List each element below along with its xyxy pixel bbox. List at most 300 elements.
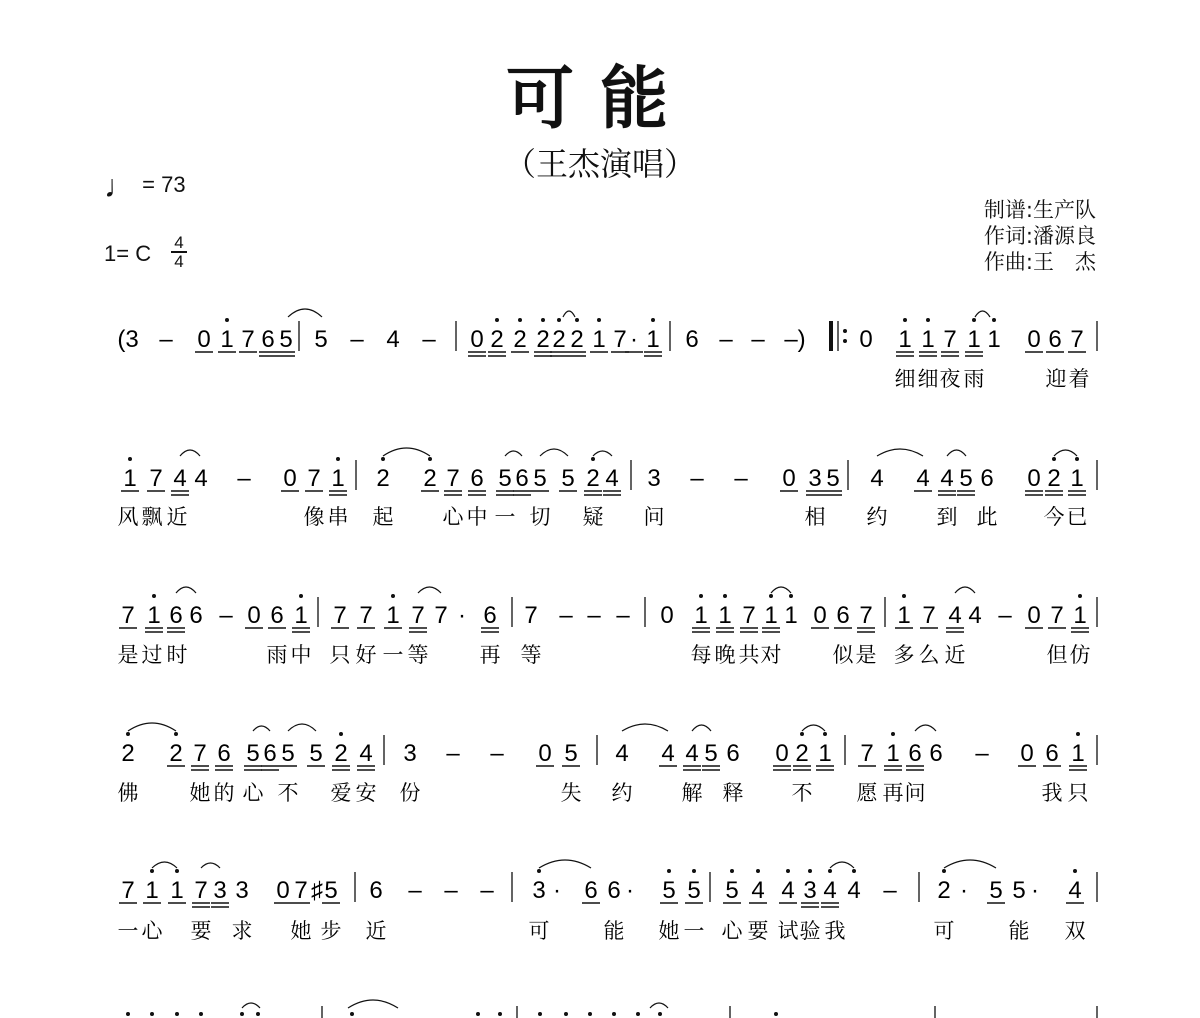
slur-tie	[242, 1003, 260, 1008]
jianpu-note: –	[690, 465, 704, 492]
jianpu-note: 1	[147, 602, 161, 629]
credit-value: 生产队	[1033, 198, 1096, 222]
jianpu-note: 0	[1027, 326, 1041, 353]
jianpu-note: –	[350, 326, 364, 353]
jianpu-note: 0	[782, 465, 796, 492]
lyric-syllable: 再	[882, 781, 904, 805]
jianpu-note: 2	[586, 465, 600, 492]
time-signature-denominator: 4	[174, 251, 184, 271]
slur-tie	[1054, 450, 1077, 456]
jianpu-note: 3	[213, 877, 227, 904]
octave-dot	[126, 1012, 130, 1016]
slur-tie	[505, 451, 522, 456]
lyric-syllable: 问	[904, 781, 926, 805]
jianpu-note: 5	[989, 877, 1003, 904]
octave-dot	[150, 869, 154, 873]
octave-dot	[199, 1012, 203, 1016]
jianpu-note: 5	[246, 740, 260, 767]
lyric-syllable: 问	[643, 505, 665, 529]
jianpu-note: 7	[241, 326, 255, 353]
octave-dot	[667, 869, 671, 873]
lyric-syllable: 过	[141, 643, 163, 667]
jianpu-note: 3	[532, 877, 546, 904]
octave-dot	[428, 457, 432, 461]
key-signature: 1= C	[104, 241, 152, 266]
jianpu-note: 0	[276, 877, 290, 904]
lyric-syllable: 疑	[582, 505, 604, 529]
octave-dot	[992, 318, 996, 322]
jianpu-note: 7	[1050, 602, 1064, 629]
octave-dot	[391, 594, 395, 598]
lyric-syllable: 晚	[714, 643, 736, 667]
slur-tie	[348, 1000, 398, 1008]
lyric-syllable: 只	[329, 643, 351, 667]
jianpu-note: 7	[524, 602, 538, 629]
jianpu-note: 2	[1047, 465, 1061, 492]
jianpu-note: 5	[1012, 877, 1026, 904]
octave-dot	[756, 869, 760, 873]
jianpu-note: 4	[386, 326, 400, 353]
jianpu-note-repeat-start: 0	[859, 326, 873, 353]
jianpu-note: 4	[605, 465, 619, 492]
jianpu-note: 6	[169, 602, 183, 629]
jianpu-note: 5	[279, 326, 293, 353]
octave-dot	[769, 594, 773, 598]
jianpu-note: –	[159, 326, 173, 353]
jianpu-note: 0	[1027, 465, 1041, 492]
jianpu-note: 1	[170, 877, 184, 904]
lyric-syllable: 释	[722, 781, 744, 805]
time-signature-numerator: 4	[174, 233, 184, 252]
octave-dot	[299, 594, 303, 598]
lyric-syllable: 起	[372, 505, 394, 529]
lyric-syllable: 着	[1068, 367, 1090, 391]
jianpu-note: 7	[194, 877, 208, 904]
jianpu-note: 4	[1068, 877, 1082, 904]
octave-dot	[597, 318, 601, 322]
octave-dot	[902, 594, 906, 598]
octave-dot	[128, 457, 132, 461]
jianpu-note: 7	[193, 740, 207, 767]
jianpu-note: 6	[1045, 740, 1059, 767]
jianpu-note: 6	[929, 740, 943, 767]
music-system	[118, 448, 1098, 529]
jianpu-note: 0	[247, 602, 261, 629]
jianpu-note: 1	[718, 602, 732, 629]
lyric-syllable: 时	[166, 643, 188, 667]
credit-value: 王 杰	[1033, 250, 1096, 274]
jianpu-note: 1	[784, 602, 798, 629]
lyric-syllable: 试	[777, 919, 799, 943]
jianpu-note: 6	[470, 465, 484, 492]
jianpu-note: 0	[660, 602, 674, 629]
jianpu-note: 1	[967, 326, 981, 353]
lyric-syllable: 不	[791, 781, 813, 805]
slur-tie	[955, 587, 975, 593]
slur-tie	[540, 449, 568, 456]
lyric-syllable: 风	[117, 505, 139, 529]
lyric-syllable: 不	[277, 781, 299, 805]
jianpu-note: 5	[281, 740, 295, 767]
jianpu-note: 5	[324, 877, 338, 904]
lyric-syllable: 近	[166, 505, 188, 529]
lyric-syllable: 心	[141, 919, 163, 943]
octave-dot	[1075, 457, 1079, 461]
octave-dot	[240, 1012, 244, 1016]
lyric-syllable: 心	[242, 781, 264, 805]
lyric-syllable: 一	[117, 919, 139, 943]
octave-dot	[225, 318, 229, 322]
octave-dot	[789, 594, 793, 598]
jianpu-note: 6	[584, 877, 598, 904]
jianpu-note: 5	[561, 465, 575, 492]
octave-dot	[723, 594, 727, 598]
jianpu-note: –	[975, 740, 989, 767]
octave-dot	[612, 1012, 616, 1016]
lyric-syllable: 近	[365, 919, 387, 943]
jianpu-note: 6	[483, 602, 497, 629]
jianpu-note: ·	[458, 602, 466, 629]
octave-dot	[699, 594, 703, 598]
jianpu-note: –	[883, 877, 897, 904]
credit-label: 作词:	[983, 224, 1033, 248]
jianpu-note: –	[998, 602, 1012, 629]
song-subtitle: （王杰演唱）	[503, 145, 696, 183]
slur-tie	[152, 862, 177, 868]
jianpu-note: 4	[661, 740, 675, 767]
slur-tie	[975, 311, 990, 317]
lyric-syllable: 切	[529, 505, 551, 529]
octave-dot	[336, 457, 340, 461]
jianpu-note: 7	[859, 602, 873, 629]
lyric-syllable: 我	[1041, 781, 1063, 805]
jianpu-note: 4	[685, 740, 699, 767]
octave-dot	[786, 869, 790, 873]
jianpu-note: 2	[490, 326, 504, 353]
slur-tie	[947, 450, 966, 456]
lyric-syllable: 么	[918, 643, 940, 667]
jianpu-note: 6	[369, 877, 383, 904]
jianpu-note: 7	[742, 602, 756, 629]
octave-dot	[942, 869, 946, 873]
octave-dot	[498, 1012, 502, 1016]
lyric-syllable: 份	[399, 781, 421, 805]
jianpu-note: 5	[314, 326, 328, 353]
jianpu-note: 7	[922, 602, 936, 629]
jianpu-note: 5	[959, 465, 973, 492]
lyric-syllable: 解	[681, 781, 703, 805]
lyric-syllable: 的	[213, 781, 235, 805]
jianpu-note: –	[719, 326, 733, 353]
octave-dot	[518, 318, 522, 322]
lyric-syllable: 等	[520, 643, 542, 667]
jianpu-note: 6	[270, 602, 284, 629]
lyric-syllable: 愿	[856, 781, 878, 805]
jianpu-note: 7	[359, 602, 373, 629]
lyric-syllable: 此	[976, 505, 998, 529]
slur-tie	[915, 725, 936, 731]
slur-tie	[830, 862, 854, 868]
lyric-syllable: 验	[799, 919, 821, 943]
octave-dot	[1076, 732, 1080, 736]
lyric-syllable: 仿	[1069, 643, 1091, 667]
jianpu-note: 4	[781, 877, 795, 904]
jianpu-note: 2	[513, 326, 527, 353]
jianpu-note: 3	[808, 465, 822, 492]
octave-dot	[256, 1012, 260, 1016]
jianpu-note: 0	[813, 602, 827, 629]
lyric-syllable: 我	[824, 919, 846, 943]
jianpu-note: –	[444, 877, 458, 904]
lyric-syllable: 雨	[266, 643, 288, 667]
octave-dot	[972, 318, 976, 322]
octave-dot	[903, 318, 907, 322]
jianpu-note: 4	[948, 602, 962, 629]
slur-tie	[201, 863, 220, 868]
jianpu-note: 0	[470, 326, 484, 353]
jianpu-note: 5	[533, 465, 547, 492]
slur-tie	[383, 448, 430, 456]
slur-tie	[539, 860, 591, 868]
jianpu-note: 0	[775, 740, 789, 767]
octave-dot	[541, 318, 545, 322]
jianpu-note: 4	[359, 740, 373, 767]
jianpu-note: 5	[662, 877, 676, 904]
octave-dot	[575, 318, 579, 322]
jianpu-note: –	[559, 602, 573, 629]
lyric-syllable: 能	[603, 919, 625, 943]
jianpu-note: 7	[943, 326, 957, 353]
slur-tie	[288, 309, 322, 317]
lyric-syllable: 串	[327, 505, 349, 529]
jianpu-note: 7	[860, 740, 874, 767]
credit-label: 制谱:	[983, 198, 1033, 222]
lyric-syllable: 雨	[963, 367, 985, 391]
lyric-syllable: 中	[290, 643, 312, 667]
jianpu-note: 1	[1073, 602, 1087, 629]
jianpu-note: 7	[1070, 326, 1084, 353]
jianpu-note: 1	[331, 465, 345, 492]
jianpu-note: –	[480, 877, 494, 904]
jianpu-note: 6	[189, 602, 203, 629]
jianpu-note: 4	[916, 465, 930, 492]
jianpu-note: 1	[921, 326, 935, 353]
jianpu-note: 2	[937, 877, 951, 904]
octave-dot	[538, 1012, 542, 1016]
jianpu-note: ·	[960, 877, 968, 904]
lyric-syllable: 夜	[939, 367, 961, 391]
lyric-syllable: 她	[189, 781, 211, 805]
repeat-dot	[843, 339, 847, 343]
jianpu-note: 2	[121, 740, 135, 767]
credit-label: 作曲:	[983, 250, 1033, 274]
slur-tie	[771, 587, 791, 593]
octave-dot	[557, 318, 561, 322]
octave-dot	[591, 457, 595, 461]
jianpu-note: 1	[646, 326, 660, 353]
lyric-syllable: 到	[936, 505, 958, 529]
lyric-syllable: 每	[690, 643, 712, 667]
octave-dot	[588, 1012, 592, 1016]
quarter-note-icon: ♩	[104, 168, 136, 204]
octave-dot	[891, 732, 895, 736]
jianpu-note: –	[237, 465, 251, 492]
lyric-syllable: 一	[382, 643, 404, 667]
lyric-syllable: 细	[917, 367, 939, 391]
octave-dot	[692, 869, 696, 873]
jianpu-note: 1	[897, 602, 911, 629]
lyric-syllable: 能	[1008, 919, 1030, 943]
lyric-syllable: 对	[760, 643, 782, 667]
jianpu-note: 4	[823, 877, 837, 904]
lyric-syllable: 佛	[117, 781, 139, 805]
octave-dot	[658, 1012, 662, 1016]
jianpu-note: 6	[685, 326, 699, 353]
jianpu-note: –	[408, 877, 422, 904]
jianpu-note: 4	[870, 465, 884, 492]
slur-tie	[418, 587, 441, 593]
slur-tie	[128, 723, 176, 731]
slur-tie	[593, 451, 612, 456]
octave-dot	[339, 732, 343, 736]
jianpu-note: 2	[334, 740, 348, 767]
lyric-syllable: 一	[683, 919, 705, 943]
octave-dot	[564, 1012, 568, 1016]
octave-dot	[808, 869, 812, 873]
jianpu-note: 5	[498, 465, 512, 492]
octave-dot	[495, 318, 499, 322]
octave-dot	[828, 869, 832, 873]
jianpu-note: 7	[121, 877, 135, 904]
jianpu-note: 4	[194, 465, 208, 492]
lyric-syllable: 近	[944, 643, 966, 667]
jianpu-note: 5	[725, 877, 739, 904]
slur-tie	[180, 450, 200, 456]
octave-dot	[1052, 457, 1056, 461]
jianpu-note: 7	[333, 602, 347, 629]
jianpu-note: 2	[536, 326, 550, 353]
octave-dot	[175, 869, 179, 873]
lyric-syllable: 她	[658, 919, 680, 943]
octave-dot	[476, 1012, 480, 1016]
jianpu-note: –	[490, 740, 504, 767]
jianpu-note: 1	[1070, 465, 1084, 492]
lyric-syllable: 似	[832, 643, 854, 667]
lyric-syllable: 双	[1064, 919, 1086, 943]
jianpu-note: 5	[704, 740, 718, 767]
octave-dot	[381, 457, 385, 461]
jianpu-note: 6	[980, 465, 994, 492]
lyric-syllable: 但	[1046, 643, 1068, 667]
slur-tie	[622, 724, 668, 731]
jianpu-note: 5	[826, 465, 840, 492]
lyric-syllable: 心	[442, 505, 464, 529]
jianpu-note: 7	[411, 602, 425, 629]
octave-dot	[126, 732, 130, 736]
octave-dot	[636, 1012, 640, 1016]
octave-dot	[150, 1012, 154, 1016]
jianpu-note: 3	[235, 877, 249, 904]
lyric-syllable: 可	[528, 919, 550, 943]
jianpu-note: 1	[294, 602, 308, 629]
jianpu-note: –	[219, 602, 233, 629]
slur-tie	[176, 587, 196, 593]
jianpu-note: 2	[423, 465, 437, 492]
lyric-syllable: 飘	[141, 505, 163, 529]
lyric-syllable: 她	[290, 919, 312, 943]
jianpu-note: 2	[795, 740, 809, 767]
lyric-syllable: 多	[893, 643, 915, 667]
jianpu-note: 6	[217, 740, 231, 767]
octave-dot	[1073, 869, 1077, 873]
music-system	[118, 587, 1098, 667]
lyric-syllable: 好	[355, 643, 377, 667]
lyric-syllable: 迎	[1045, 367, 1067, 391]
jianpu-note: –	[616, 602, 630, 629]
lyric-syllable: 安	[355, 781, 377, 805]
jianpu-note: ·	[1031, 877, 1039, 904]
jianpu-note: 4	[615, 740, 629, 767]
lyric-syllable: 等	[407, 643, 429, 667]
lyric-syllable: 步	[320, 919, 342, 943]
jianpu-note: 4	[751, 877, 765, 904]
octave-dot	[175, 1012, 179, 1016]
octave-dot	[651, 318, 655, 322]
lyric-syllable: 求	[231, 919, 253, 943]
jianpu-note: 7	[149, 465, 163, 492]
jianpu-note: –	[446, 740, 460, 767]
jianpu-note: 1	[592, 326, 606, 353]
jianpu-note: 7	[613, 326, 627, 353]
lyric-syllable: 约	[611, 781, 633, 805]
jianpu-note: 1	[987, 326, 1001, 353]
lyric-syllable: 再	[479, 643, 501, 667]
slur-tie	[288, 724, 316, 731]
lyric-syllable: 爱	[330, 781, 352, 805]
jianpu-note: 2	[376, 465, 390, 492]
jianpu-note: 1	[123, 465, 137, 492]
lyric-syllable: 要	[747, 919, 769, 943]
jianpu-note: 0	[1027, 602, 1041, 629]
jianpu-note: –	[422, 326, 436, 353]
jianpu-note: 0	[538, 740, 552, 767]
jianpu-note: 6	[1048, 326, 1062, 353]
jianpu-note: –)	[784, 326, 806, 353]
jianpu-note: 0	[1020, 740, 1034, 767]
jianpu-note: 1	[1071, 740, 1085, 767]
jianpu-note: 6	[515, 465, 529, 492]
lyric-syllable: 相	[804, 505, 826, 529]
lyric-syllable: 只	[1067, 781, 1089, 805]
lyric-syllable: 像	[303, 505, 325, 529]
octave-dot	[852, 869, 856, 873]
jianpu-note: 6	[261, 326, 275, 353]
lyric-syllable: 是	[117, 643, 139, 667]
jianpu-note: 1	[764, 602, 778, 629]
lyric-syllable: 可	[933, 919, 955, 943]
octave-dot	[926, 318, 930, 322]
lyric-syllable: 心	[721, 919, 743, 943]
slur-tie	[650, 1003, 668, 1008]
cut-off-system	[126, 1000, 1097, 1018]
jianpu-note: –	[587, 602, 601, 629]
jianpu-note: ·	[630, 326, 638, 353]
jianpu-note: 2	[570, 326, 584, 353]
octave-dot	[537, 869, 541, 873]
octave-dot	[152, 594, 156, 598]
jianpu-note: 6	[908, 740, 922, 767]
jianpu-note: 2	[552, 326, 566, 353]
